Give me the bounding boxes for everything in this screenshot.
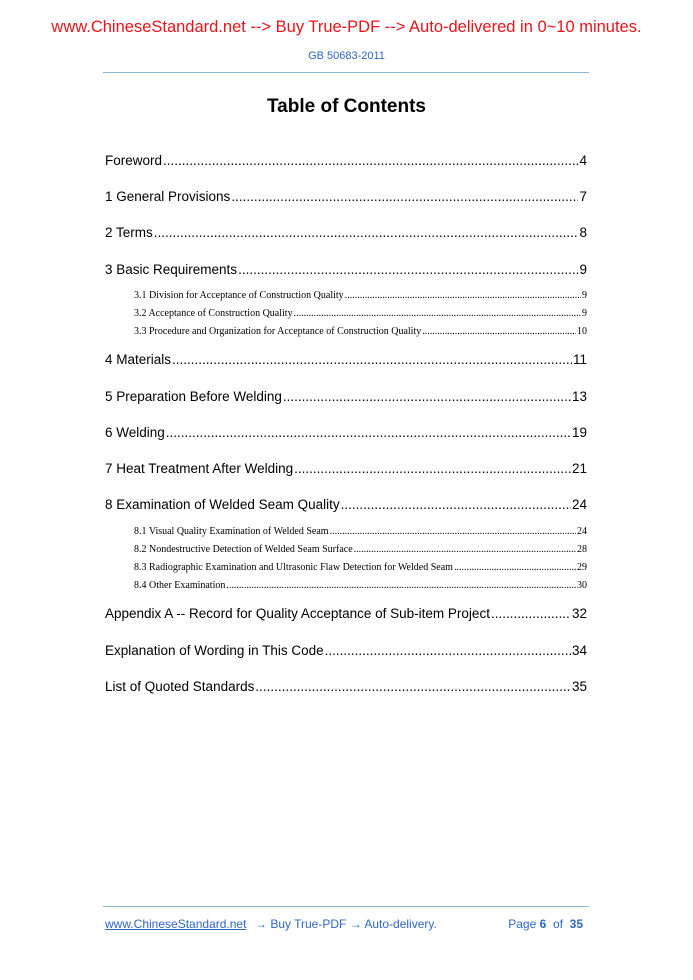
- toc-entry-page: 4: [579, 153, 587, 168]
- toc-entry-appendix-a[interactable]: [105, 606, 587, 624]
- footer-tagline: → Buy True-PDF → Auto-delivery.: [255, 917, 437, 931]
- toc-subentry-8-3[interactable]: [134, 562, 587, 576]
- toc-entry-title: 1 General Provisions: [105, 189, 231, 204]
- toc-entry-title: Explanation of Wording in This Code: [105, 643, 324, 658]
- page-word: Page: [508, 917, 537, 931]
- footer-divider: [103, 906, 589, 907]
- toc-entry-page: 9: [582, 290, 587, 301]
- toc-entry-explanation-of-wording[interactable]: [105, 643, 587, 661]
- toc-entry-title: 3.3 Procedure and Organization for Acceptance of Construction Quality: [134, 326, 422, 337]
- toc-entry-terms[interactable]: [105, 225, 587, 243]
- toc-entry-title: Appendix A -- Record for Quality Acceptance of Sub-item Project: [105, 606, 490, 621]
- toc-entry-page: 29: [577, 562, 587, 573]
- toc-entry-examination[interactable]: [105, 497, 587, 515]
- toc-entry-title: 8.2 Nondestructive Detection of Welded Seam Surface: [134, 544, 353, 555]
- toc-entry-title: 8.1 Visual Quality Examination of Welded Seam: [134, 526, 329, 537]
- toc-entry-title: 3 Basic Requirements: [105, 262, 238, 277]
- toc-entry-quoted-standards[interactable]: [105, 679, 587, 697]
- toc-entry-title: Foreword: [105, 153, 163, 168]
- toc-subentry-8-4[interactable]: [134, 580, 587, 594]
- toc-entry-preparation-before-welding[interactable]: [105, 389, 587, 407]
- toc-entry-title: 3.2 Acceptance of Construction Quality: [134, 308, 293, 319]
- toc-entry-general-provisions[interactable]: [105, 189, 587, 207]
- toc-entry-title: 8.3 Radiographic Examination and Ultrasonic Flaw Detection for Welded Seam: [134, 562, 453, 573]
- page-footer: [105, 917, 587, 933]
- toc-entry-title: 8 Examination of Welded Seam Quality: [105, 497, 340, 512]
- toc-entry-page: 28: [577, 544, 587, 555]
- page-title: Table of Contents: [266, 96, 427, 117]
- toc-entry-title: 4 Materials: [105, 352, 172, 367]
- of-word: of: [552, 917, 563, 931]
- toc-entry-page: 11: [572, 352, 587, 367]
- toc-subentry-3-1[interactable]: [134, 290, 587, 304]
- toc-entry-title: 3.1 Division for Acceptance of Construction Quality: [134, 290, 344, 301]
- toc-entry-foreword[interactable]: [105, 153, 587, 171]
- toc-entry-page: 24: [571, 497, 587, 512]
- toc-subentry-3-2[interactable]: [134, 308, 587, 322]
- toc-entry-materials[interactable]: [105, 352, 587, 370]
- current-page-number: 6: [539, 917, 547, 931]
- toc-subentry-8-1[interactable]: [134, 526, 587, 540]
- toc-entry-page: 35: [571, 679, 587, 694]
- toc-entry-basic-requirements[interactable]: [105, 262, 587, 280]
- toc-entry-page: 32: [571, 606, 587, 621]
- toc-entry-page: 9: [579, 262, 587, 277]
- toc-entry-page: 9: [582, 308, 587, 319]
- toc-entry-page: 19: [571, 425, 587, 440]
- toc-subentry-3-3[interactable]: [134, 326, 587, 340]
- total-pages-number: 35: [569, 917, 583, 931]
- toc-entry-welding[interactable]: [105, 425, 587, 443]
- toc-entry-title: 5 Preparation Before Welding: [105, 389, 282, 404]
- toc-entry-page: 21: [571, 461, 587, 476]
- toc-subentry-8-2[interactable]: [134, 544, 587, 558]
- toc-entry-page: 34: [571, 643, 587, 658]
- toc-entry-title: 8.4 Other Examination: [134, 580, 226, 591]
- toc-entry-page: 7: [579, 189, 587, 204]
- promo-banner[interactable]: www.ChineseStandard.net --> Buy True-PDF --> Auto-delivered in 0~10 minutes.: [51, 18, 642, 36]
- footer-site-link[interactable]: www.ChineseStandard.net: [105, 917, 247, 931]
- document-code: GB 50683-2011: [308, 50, 385, 62]
- toc-entry-title: 6 Welding: [105, 425, 165, 440]
- page-indicator: [508, 917, 583, 931]
- toc-entry-page: 30: [577, 580, 587, 591]
- toc-entry-page: 10: [577, 326, 587, 337]
- toc-entry-heat-treatment[interactable]: [105, 461, 587, 479]
- toc-entry-title: 2 Terms: [105, 225, 153, 240]
- toc-entry-title: List of Quoted Standards: [105, 679, 255, 694]
- toc-entry-page: 13: [571, 389, 587, 404]
- toc-entry-page: 24: [577, 526, 587, 537]
- toc-entry-title: 7 Heat Treatment After Welding: [105, 461, 294, 476]
- toc-entry-page: 8: [579, 225, 587, 240]
